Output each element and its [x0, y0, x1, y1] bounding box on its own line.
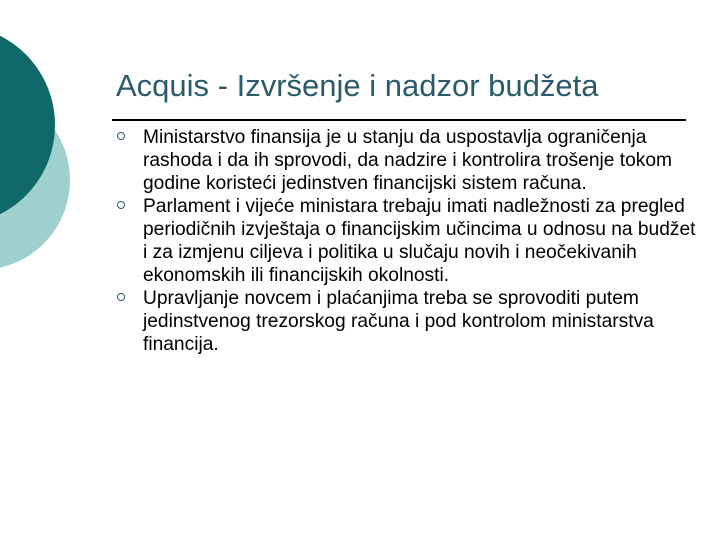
bullet-circle-icon — [117, 201, 125, 209]
bullet-text: Upravljanje novcem i plaćanjima treba se sprovoditi putem jedinstvenog trezorskog računa i pod kontrolom ministarstva financija. — [143, 288, 654, 355]
bullet-text: Parlament i vijeće ministara trebaju imati nadležnosti za pregled periodičnih izvještaja o financijskim učincima u odnosu na budžet i za izmjenu ciljeva i politika u slučaju novih i neočekivanih ekonomskih ili financijskih okolnosti. — [143, 196, 696, 286]
bullet-item — [115, 195, 700, 287]
bullet-text: Ministarstvo finansija je u stanju da uspostavlja ograničenja rashoda i da ih sprovodi, da nadzire i kontrolira trošenje tokom godine koristeći jedinstven financijski sistem računa. — [143, 127, 673, 194]
bullet-list — [115, 126, 700, 356]
decorative-circles — [0, 0, 90, 300]
bullet-item — [115, 126, 700, 195]
bullet-circle-icon — [117, 293, 125, 301]
bullet-item — [115, 287, 700, 356]
bullet-circle-icon — [117, 132, 125, 140]
title-divider — [112, 119, 686, 121]
slide-title: Acquis - Izvršenje i nadzor budžeta — [116, 68, 599, 103]
